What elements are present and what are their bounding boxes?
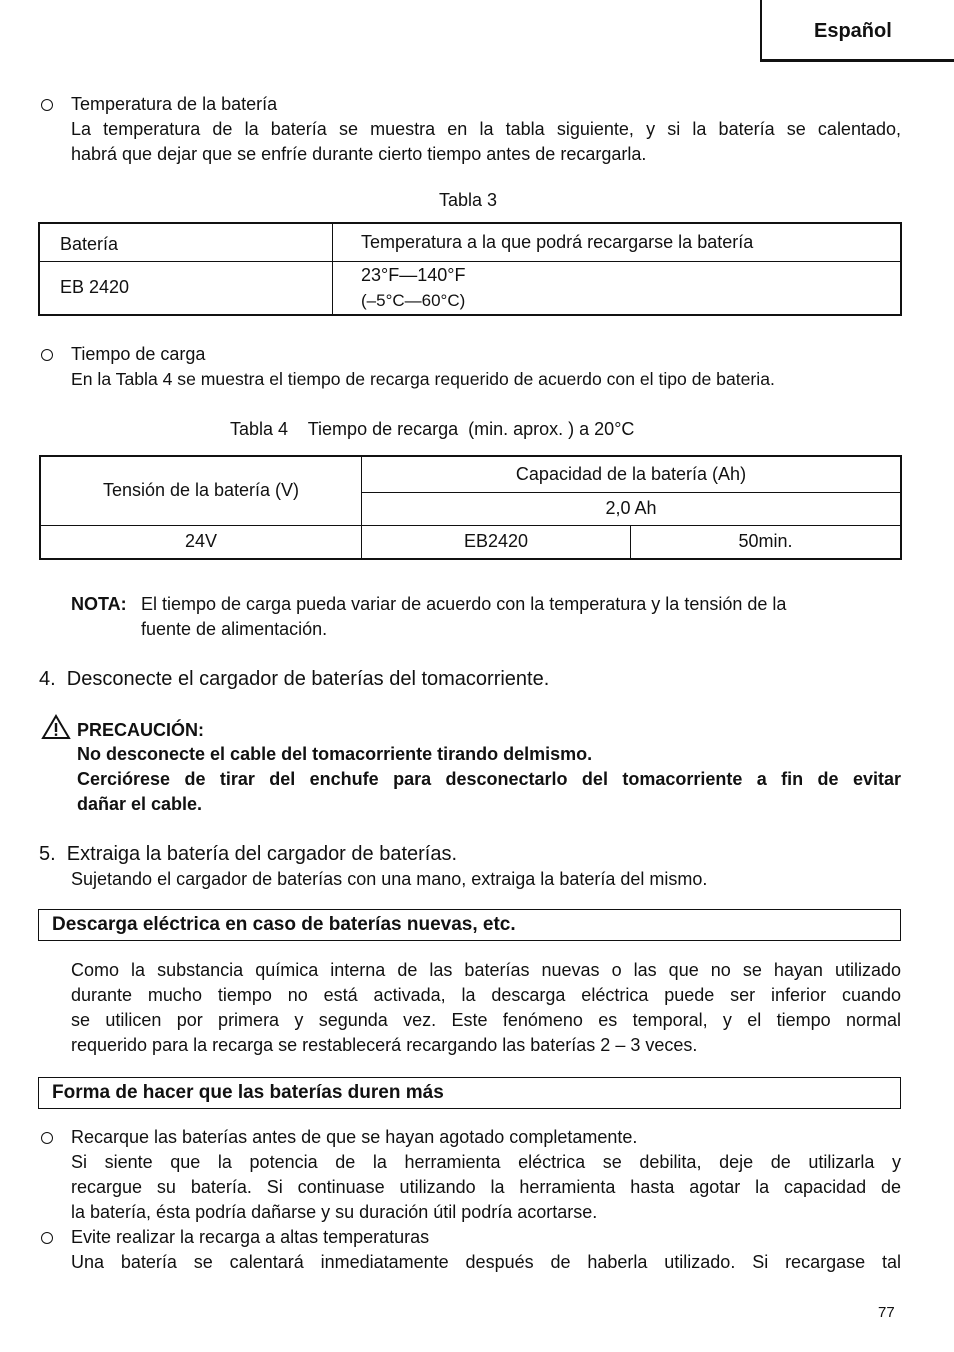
step5-text: Sujetando el cargador de baterías con una mano, extraiga la batería del mismo. [71, 869, 708, 889]
caution-line: dañar el cable. [77, 794, 203, 814]
battery-temp-line: habrá que dejar que se enfríe durante cierto tiempo antes de recargarla. [71, 144, 647, 164]
table3-caption: Tabla 3 [438, 190, 498, 210]
discharge-line: Como la substancia química interna de las baterías nuevas o las que no se hayan utilizado [71, 960, 901, 980]
table4-model-cell: EB2420 [362, 525, 631, 559]
battery-temp-text [71, 117, 901, 167]
longer-item1-line: recargue su batería. Si continuase utilizando la herramienta hasta agotar la capacidad de [71, 1177, 901, 1197]
language-label: Español [814, 20, 892, 42]
longer-item1-text [71, 1150, 901, 1225]
bullet-circle-icon [41, 99, 53, 111]
charge-time-heading: Tiempo de carga [71, 344, 206, 364]
longer-item1-line: la batería, ésta podría dañarse y su duración útil podría acortarse. [71, 1202, 598, 1222]
discharge-line: durante mucho tiempo no está activada, la descarga eléctrica puede ser inferior cuando [71, 985, 901, 1005]
table3-temp-f: 23°F—140°F [361, 264, 466, 285]
table4-voltage-header: Tensión de la batería (V) [40, 456, 362, 525]
table3-temp-cell [333, 261, 902, 315]
step4-title: 4. Desconecte el cargador de baterías del tomacorriente. [39, 668, 550, 690]
table3 [38, 222, 902, 316]
note-label: NOTA: [71, 594, 127, 614]
section-discharge-text [71, 958, 901, 1058]
table4-capacity-value: 2,0 Ah [362, 492, 902, 525]
caution-line: No desconecte el cable del tomacorriente tirando delmismo. [77, 744, 593, 764]
battery-temp-heading: Temperatura de la batería [71, 94, 278, 114]
longer-item2-line: Una batería se calentará inmediatamente después de haberla utilizado. Si recargase tal [71, 1252, 901, 1272]
table4 [39, 455, 902, 560]
bullet-circle-icon [41, 349, 53, 361]
section-discharge-title: Descarga eléctrica en caso de baterías nuevas, etc. [38, 909, 901, 941]
longer-item1-line: Si siente que la potencia de la herramienta eléctrica se debilita, deje de utilizarla y [71, 1152, 901, 1172]
section-longer-title: Forma de hacer que las baterías duren más [38, 1077, 901, 1109]
discharge-line: requerido para la recarga se restablecerá recargando las baterías 2 – 3 veces. [71, 1035, 698, 1055]
table4-capacity-header: Capacidad de la batería (Ah) [362, 456, 902, 492]
caution-label: PRECAUCIÓN: [77, 720, 205, 740]
bullet-circle-icon [41, 1132, 53, 1144]
page-number: 77 [878, 1304, 895, 1321]
step5-title: 5. Extraiga la batería del cargador de baterías. [39, 843, 458, 865]
table4-time-cell: 50min. [631, 525, 902, 559]
battery-temp-line: La temperatura de la batería se muestra en la tabla siguiente, y si la batería se calentado, [71, 119, 901, 139]
table4-caption: Tabla 4 Tiempo de recarga (min. aprox. ) a 20°C [230, 419, 635, 439]
table3-battery-cell: EB 2420 [39, 261, 333, 315]
note-line: fuente de alimentación. [141, 619, 328, 639]
bullet-circle-icon [41, 1232, 53, 1244]
table3-col2-header: Temperatura a la que podrá recargarse la batería [333, 223, 902, 261]
charge-time-text: En la Tabla 4 se muestra el tiempo de recarga requerido de acuerdo con el tipo de bateria. [71, 369, 775, 389]
language-tab [760, 0, 954, 62]
table4-voltage-cell: 24V [40, 525, 362, 559]
note-line: El tiempo de carga pueda variar de acuerdo con la temperatura y la tensión de la [141, 594, 787, 614]
longer-item1-heading: Recarque las baterías antes de que se hayan agotado completamente. [71, 1127, 638, 1147]
table3-temp-c: (–5°C—60°C) [361, 290, 466, 310]
longer-item2-heading: Evite realizar la recarga a altas temperaturas [71, 1227, 430, 1247]
table3-col1-header: Batería [39, 223, 333, 261]
warning-triangle-icon [41, 714, 71, 740]
discharge-line: se utilicen por primera y segunda vez. Este fenómeno es temporal, y el tiempo normal [71, 1010, 901, 1030]
caution-line: Cerciórese de tirar del enchufe para desconectarlo del tomacorriente a fin de evitar [77, 769, 901, 789]
